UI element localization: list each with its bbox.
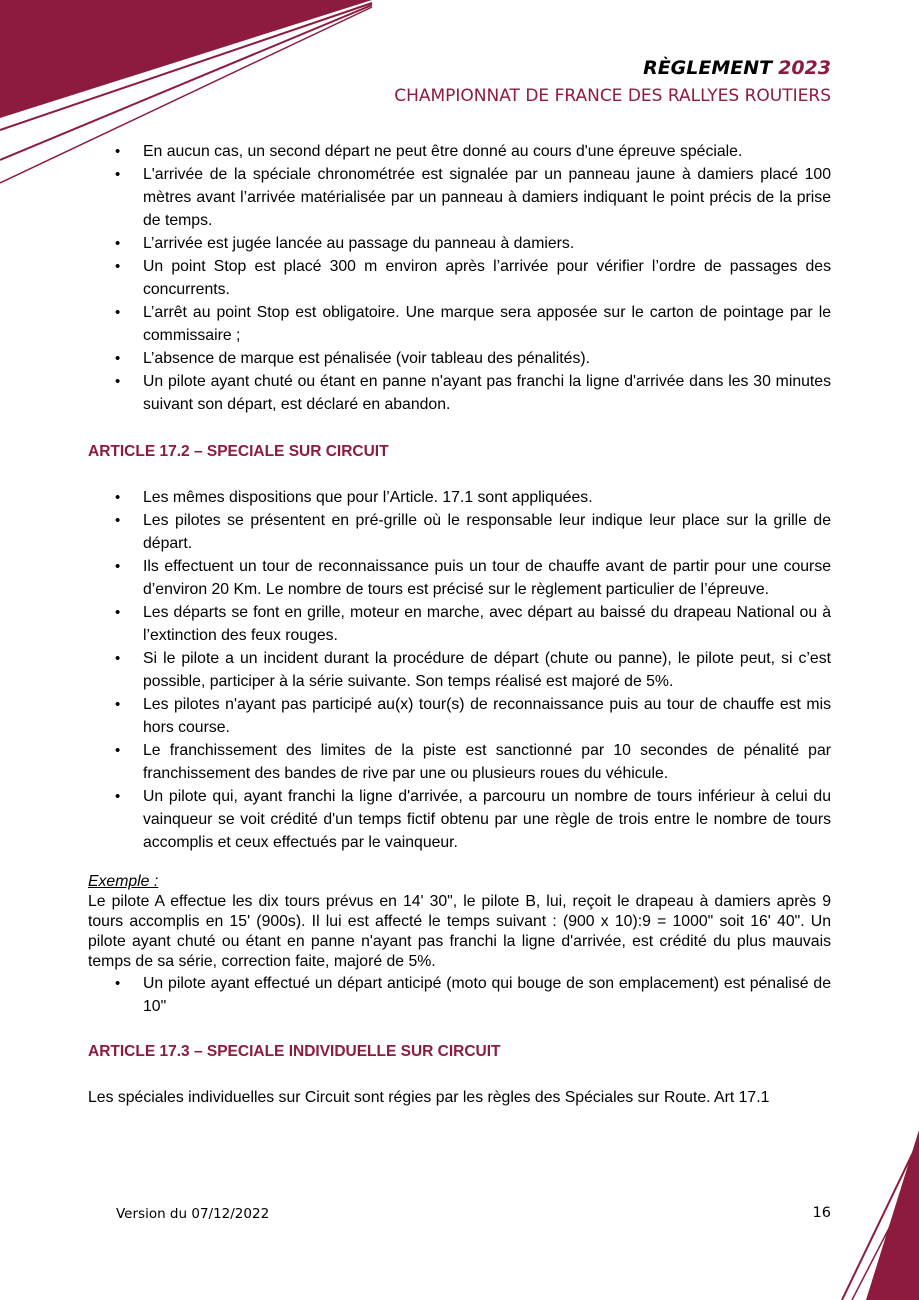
page-content bbox=[88, 140, 831, 1108]
article-17-3-heading: ARTICLE 17.3 – SPECIALE INDIVIDUELLE SUR CIRCUIT bbox=[88, 1043, 501, 1060]
list-item: • Les départs se font en grille, moteur en marche, avec départ au baissé du drapeau National ou à l’extinction des feux rouges. bbox=[88, 601, 831, 647]
article-17-2-extra-bullet bbox=[88, 972, 831, 1018]
list-item: • L’arrêt au point Stop est obligatoire. Une marque sera apposée sur le carton de pointage par le commissaire ; bbox=[88, 301, 831, 347]
article-17-2-bullet-list bbox=[88, 486, 831, 854]
list-item: • Ils effectuent un tour de reconnaissance puis un tour de chauffe avant de partir pour une course d’environ 20 Km. Le nombre de tours est précisé sur le règlement particulier de l’épreuve. bbox=[88, 555, 831, 601]
list-item: • Les mêmes dispositions que pour l’Article. 17.1 sont appliquées. bbox=[88, 486, 831, 509]
list-item: • Un point Stop est placé 300 m environ après l’arrivée pour vérifier l’ordre de passages des concurrents. bbox=[88, 255, 831, 301]
list-item: • L'arrivée de la spéciale chronométrée est signalée par un panneau jaune à damiers placé 100 mètres avant l’arrivée matérialisée par un panneau à damiers indiquant le point précis de la prise de temps. bbox=[88, 163, 831, 232]
article-17-3-text: Les spéciales individuelles sur Circuit sont régies par les règles des Spéciales sur Route. Art 17.1 bbox=[88, 1089, 770, 1106]
list-item: • Les pilotes se présentent en pré-grille où le responsable leur indique leur place sur la grille de départ. bbox=[88, 509, 831, 555]
article-17-2-heading: ARTICLE 17.2 – SPECIALE SUR CIRCUIT bbox=[88, 443, 389, 460]
document-header bbox=[394, 56, 831, 108]
list-item: • Un pilote ayant chuté ou étant en panne n'ayant pas franchi la ligne d'arrivée dans les 30 minutes suivant son départ, est déclaré en abandon. bbox=[88, 370, 831, 416]
list-item: • Si le pilote a un incident durant la procédure de départ (chute ou panne), le pilote peut, si c’est possible, participer à la série suivante. Son temps réalisé est majoré de 5%. bbox=[88, 647, 831, 693]
example-label: Exemple : bbox=[88, 873, 159, 890]
list-item: • Un pilote ayant effectué un départ anticipé (moto qui bouge de son emplacement) est pénalisé de 10" bbox=[88, 972, 831, 1018]
header-title-text: RÈGLEMENT bbox=[643, 57, 773, 79]
header-year: 2023 bbox=[778, 57, 831, 79]
section1-bullet-list bbox=[88, 140, 831, 416]
header-title bbox=[394, 56, 831, 80]
bottom-right-decoration bbox=[840, 1120, 919, 1300]
list-item: • Un pilote qui, ayant franchi la ligne d'arrivée, a parcouru un nombre de tours inférieur à celui du vainqueur se voit crédité d'un temps fictif obtenu par une règle de trois entre le nombre de tours accomplis et ceux effectués par le vainqueur. bbox=[88, 785, 831, 854]
list-item: • En aucun cas, un second départ ne peut être donné au cours d'une épreuve spéciale. bbox=[88, 140, 831, 163]
page-number: 16 bbox=[812, 1205, 831, 1221]
list-item: • Les pilotes n'ayant pas participé au(x) tour(s) de reconnaissance puis au tour de chauffe est mis hors course. bbox=[88, 693, 831, 739]
example-text: Le pilote A effectue les dix tours prévus en 14' 30", le pilote B, lui, reçoit le drapeau à damiers après 9 tours accomplis en 15' (900s). Il lui est affecté le temps suivant : (900 x 10):9 = 1000" soit 16' 40". Un pilote ayant chuté ou étant en panne n'ayant pas franchi la ligne d'arrivée, est crédité du plus mauvais temps de sa série, correction faite, majoré de 5%. bbox=[88, 893, 831, 970]
list-item: • L’absence de marque est pénalisée (voir tableau des pénalités). bbox=[88, 347, 831, 370]
list-item: • Le franchissement des limites de la piste est sanctionné par 10 secondes de pénalité par franchissement des bandes de rive par une ou plusieurs roues du véhicule. bbox=[88, 739, 831, 785]
list-item: • L’arrivée est jugée lancée au passage du panneau à damiers. bbox=[88, 232, 831, 255]
footer-version: Version du 07/12/2022 bbox=[116, 1206, 270, 1222]
header-subtitle: CHAMPIONNAT DE FRANCE DES RALLYES ROUTIERS bbox=[394, 86, 831, 106]
